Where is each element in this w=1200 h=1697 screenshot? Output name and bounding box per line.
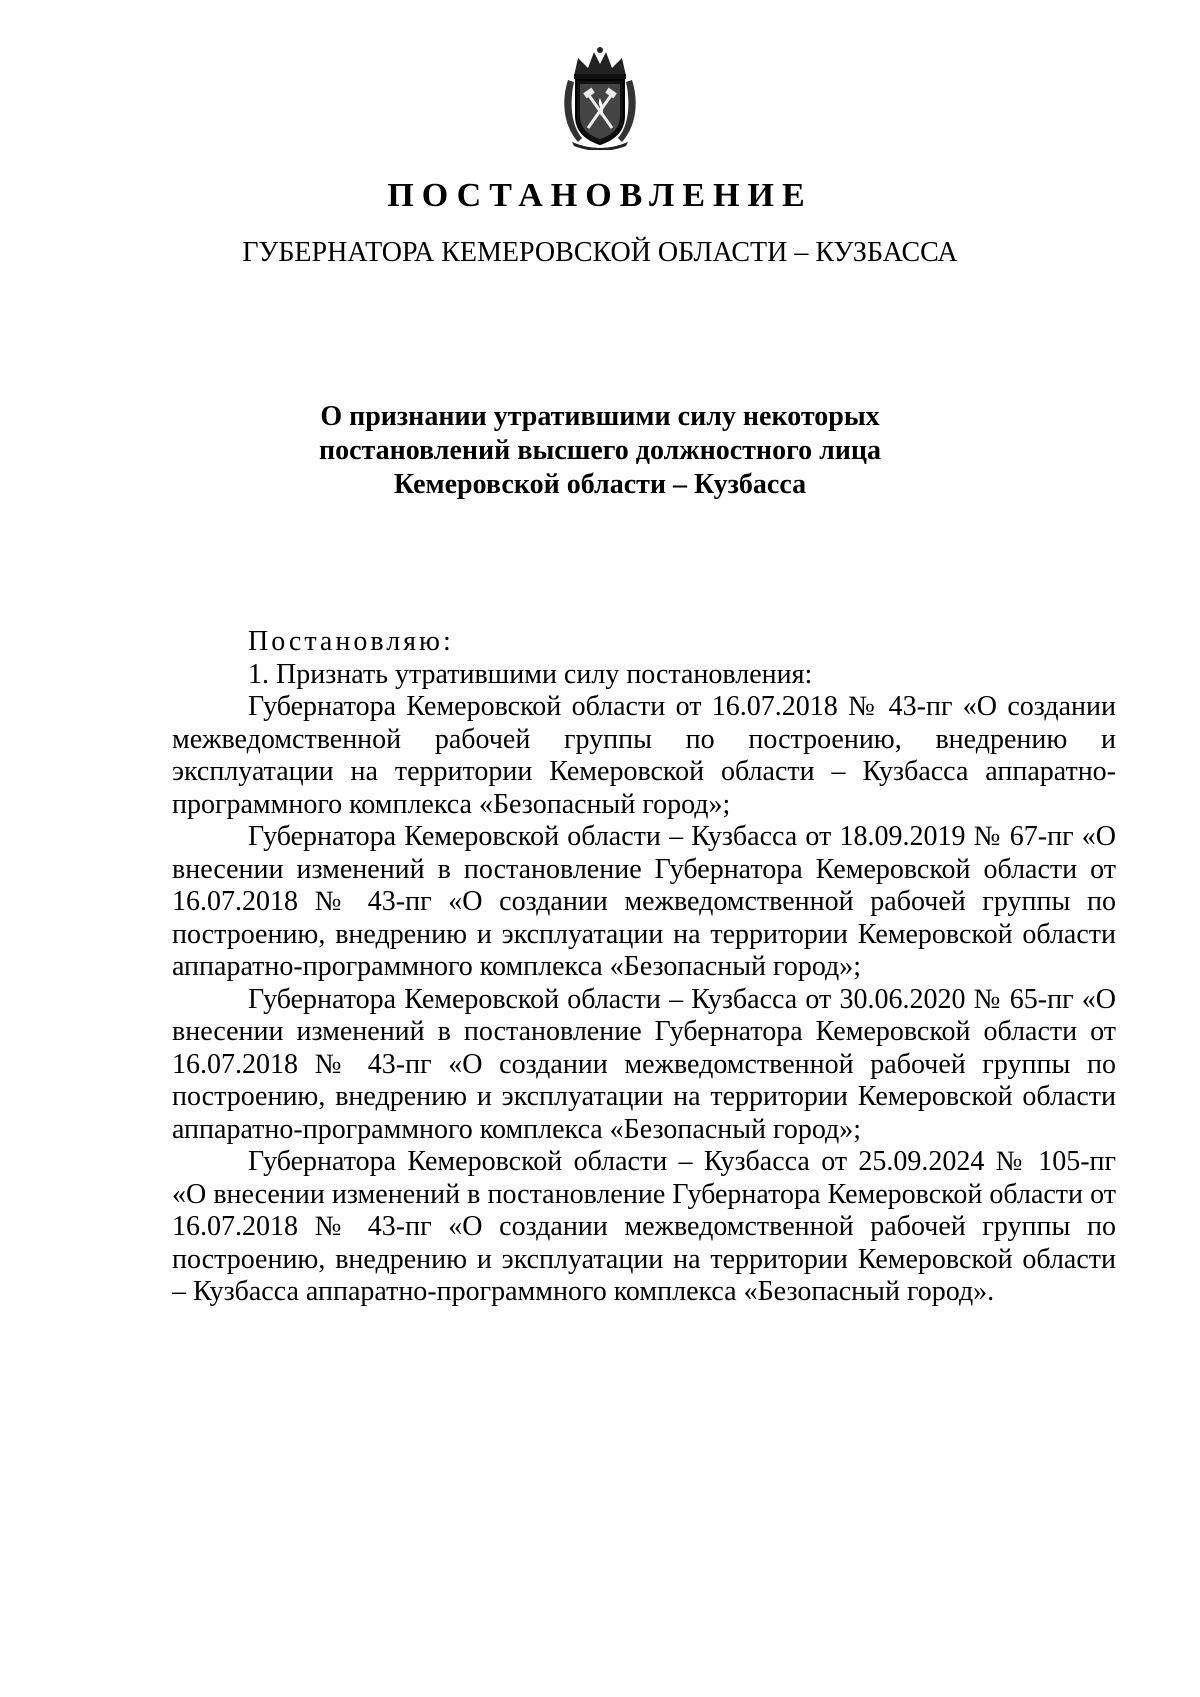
paragraph: Губернатора Кемеровской области – Кузбасса от 25.09.2024 № 105-пг «О внесении изменений в постановление Губернатора Кемеровской области от 16.07.2018 № 43-пг «О создании межведомственной рабочей группы по построению, внедрению и эксплуатации на территории Кемеровской области – Кузбасса аппаратно-программного комплекса «Безопасный город». (172, 1146, 1116, 1307)
decree-word: Постановляю: (248, 626, 454, 657)
document-type-title: ПОСТАНОВЛЕНИЕ (387, 177, 813, 214)
issuer-line: ГУБЕРНАТОРА КЕМЕРОВСКОЙ ОБЛАСТИ – КУЗБАССА (242, 237, 958, 268)
document-subject (0, 400, 1200, 502)
subject-line: Кемеровской области – Кузбасса (393, 469, 807, 500)
paragraph: Губернатора Кемеровской области от 16.07.2018 № 43-пг «О создании межведомственной рабочей группы по построению, внедрению и эксплуатации на территории Кемеровской области – Кузбасса аппаратно-программного комплекса «Безопасный город»; (172, 691, 1116, 820)
subject-line: О признании утратившими силу некоторых (320, 401, 880, 432)
subject-line: постановлений высшего должностного лица (318, 435, 882, 466)
paragraph: Губернатора Кемеровской области – Кузбасса от 18.09.2019 № 67-пг «О внесении изменений в постановление Губернатора Кемеровской области от 16.07.2018 № 43-пг «О создании межведомственной рабочей группы по построению, внедрению и эксплуатации на территории Кемеровской области аппаратно-программного комплекса «Безопасный город»; (172, 821, 1116, 982)
paragraph: Губернатора Кемеровской области – Кузбасса от 30.06.2020 № 65-пг «О внесении изменений в постановление Губернатора Кемеровской области от 16.07.2018 № 43-пг «О создании межведомственной рабочей группы по построению, внедрению и эксплуатации на территории Кемеровской области аппаратно-программного комплекса «Безопасный город»; (172, 983, 1116, 1145)
coat-of-arms-icon (560, 46, 640, 150)
document-body (172, 626, 1116, 1309)
paragraph: 1. Признать утратившими силу постановления: (248, 658, 813, 690)
